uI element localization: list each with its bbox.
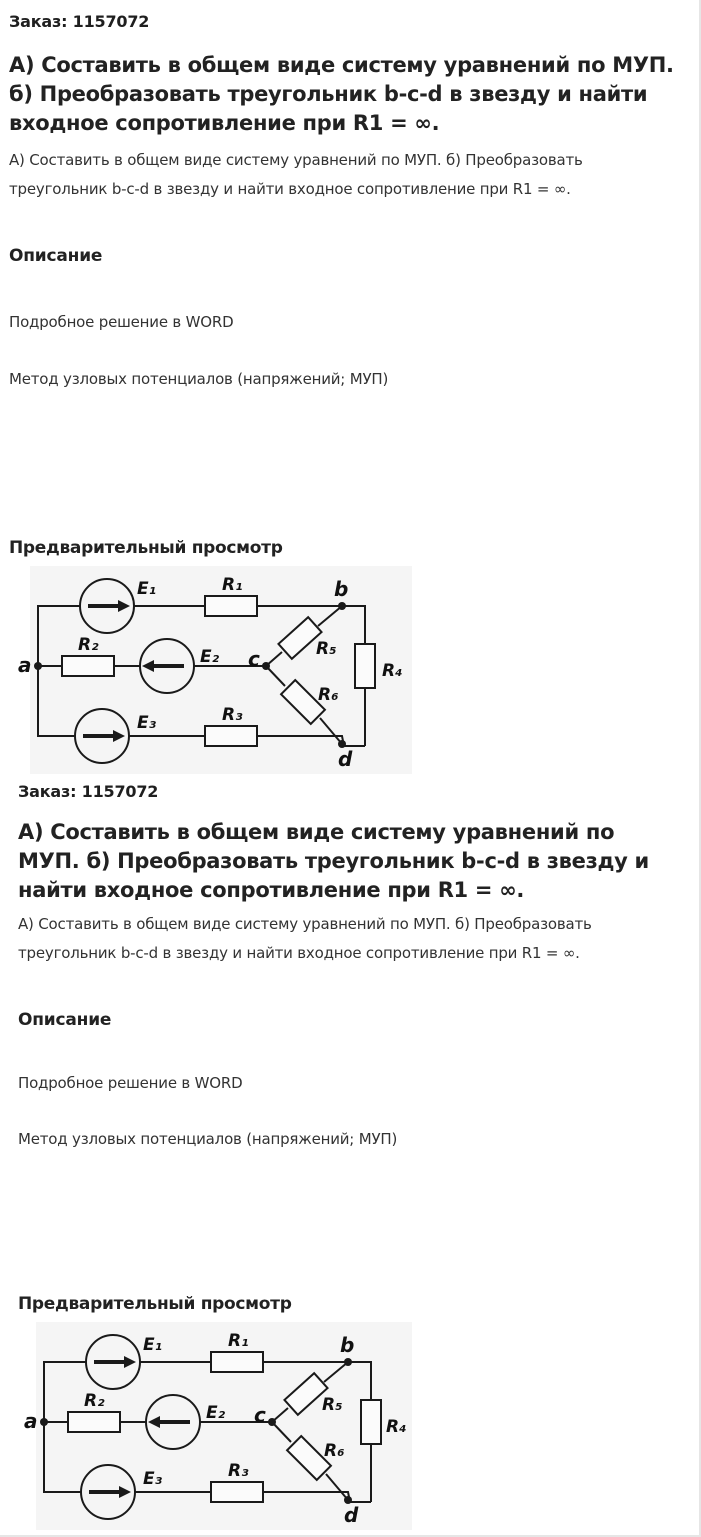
label-R1: R₁ xyxy=(222,575,243,595)
description-line: Метод узловых потенциалов (напряжений; МУП) xyxy=(18,1130,398,1148)
description-line: Метод узловых потенциалов (напряжений; МУП) xyxy=(9,370,389,388)
preview-heading: Предварительный просмотр xyxy=(9,538,283,558)
node-label-d: d xyxy=(338,747,353,771)
label-E1: E₁ xyxy=(137,579,157,599)
label-R4: R₄ xyxy=(386,1417,407,1437)
label-R2: R₂ xyxy=(78,635,99,655)
order-number: Заказ: 1157072 xyxy=(9,12,150,31)
label-E1: E₁ xyxy=(143,1335,163,1355)
product-summary: А) Составить в общем виде систему уравнений по МУП. б) Преобразовать треугольник b-c-d в звезду и найти входное сопротивление при R1 = ∞. xyxy=(18,915,592,962)
label-R6: R₆ xyxy=(318,685,339,705)
label-E3: E₃ xyxy=(137,713,157,733)
node-label-c: c xyxy=(254,1403,266,1427)
label-R1: R₁ xyxy=(228,1331,249,1351)
label-E3: E₃ xyxy=(143,1469,163,1489)
node-label-b: b xyxy=(340,1333,355,1357)
label-R5: R₅ xyxy=(316,639,337,659)
description-line: Подробное решение в WORD xyxy=(9,313,234,331)
label-R3: R₃ xyxy=(222,705,243,725)
node-label-b: b xyxy=(334,577,349,601)
label-R3: R₃ xyxy=(228,1461,249,1481)
description-heading: Описание xyxy=(9,246,103,266)
node-label-d: d xyxy=(344,1503,359,1527)
label-R4: R₄ xyxy=(382,661,403,681)
circuit-diagram xyxy=(24,1322,412,1530)
node-label-a: a xyxy=(24,1409,38,1433)
circuit-diagram-image xyxy=(24,1322,412,1530)
description-line: Подробное решение в WORD xyxy=(18,1074,243,1092)
preview-heading: Предварительный просмотр xyxy=(18,1294,292,1314)
circuit-diagram-image xyxy=(18,566,412,774)
order-number: Заказ: 1157072 xyxy=(18,782,159,801)
product-summary: А) Составить в общем виде систему уравнений по МУП. б) Преобразовать треугольник b-c-d в звезду и найти входное сопротивление при R1 = ∞. xyxy=(9,151,583,198)
label-R5: R₅ xyxy=(322,1395,343,1415)
node-label-c: c xyxy=(248,647,260,671)
description-heading: Описание xyxy=(18,1010,112,1030)
product-title: А) Составить в общем виде систему уравнений по МУП. б) Преобразовать треугольник b-c-d в звезду и найти входное сопротивление при R1 = ∞. xyxy=(9,53,674,135)
label-E2: E₂ xyxy=(200,647,220,667)
product-title: А) Составить в общем виде систему уравнений по МУП. б) Преобразовать треугольник b-c-d в звезду и найти входное сопротивление при R1 = ∞. xyxy=(18,820,649,902)
label-E2: E₂ xyxy=(206,1403,226,1423)
circuit-diagram xyxy=(18,566,412,774)
label-R6: R₆ xyxy=(324,1441,345,1461)
node-label-a: a xyxy=(18,653,32,677)
label-R2: R₂ xyxy=(84,1391,105,1411)
